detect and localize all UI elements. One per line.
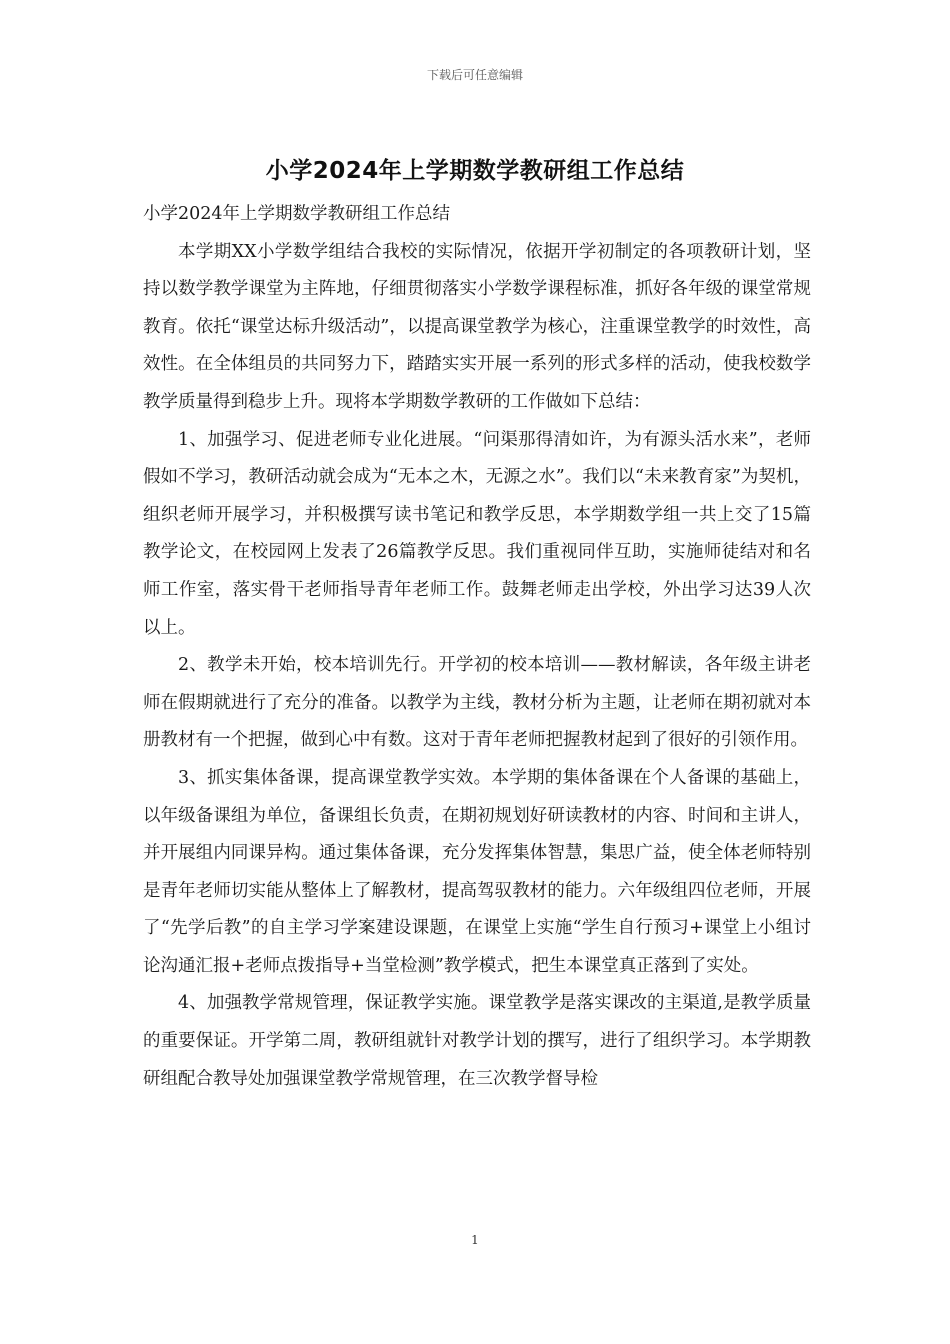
paragraph-item-1: 1、加强学习、促进老师专业化进展。“问渠那得清如许，为有源头活水来”，老师假如不学习，教研活动就会成为“无本之木，无源之水”。我们以“未来教育家”为契机，组织老师开展学习，并积极撰写读书笔记和教学反思，本学期数学组一共上交了15篇教学论文，在校园网上发表了26篇教学反思。我们重视同伴互助，实施师徒结对和名师工作室，落实骨干老师指导青年老师工作。鼓舞老师走出学校，外出学习达39人次以上。: [143, 429, 811, 638]
document-subtitle: 小学2024年上学期数学教研组工作总结: [143, 204, 451, 224]
paragraph-intro: 本学期XX小学数学组结合我校的实际情况，依据开学初制定的各项教研计划，坚持以数学教学课堂为主阵地，仔细贯彻落实小学数学课程标准，抓好各年级的课堂常规教育。依托“课堂达标升级活动”，以提高课堂教学为核心，注重课堂教学的时效性，高效性。在全体组员的共同努力下，踏踏实实开展一系列的形式多样的活动，使我校数学教学质量得到稳步上升。现将本学期数学教研的工作做如下总结：: [143, 241, 811, 412]
document-title: 小学2024年上学期数学教研组工作总结: [265, 158, 685, 184]
paragraph-item-3: 3、抓实集体备课，提高课堂教学实效。本学期的集体备课在个人备课的基础上，以年级备课组为单位，备课组长负责，在期初规划好研读教材的内容、时间和主讲人，并开展组内同课异构。通过集体备课，充分发挥集体智慧，集思广益，使全体老师特别是青年老师切实能从整体上了解教材，提高驾驭教材的能力。六年级组四位老师，开展了“先学后教”的自主学习学案建设课题，在课堂上实施“学生自行预习+课堂上小组讨论沟通汇报+老师点拨指导+当堂检测”教学模式，把生本课堂真正落到了实处。: [143, 767, 811, 976]
page-header-note: 下载后可任意编辑: [426, 68, 523, 82]
paragraph-item-2: 2、教学未开始，校本培训先行。开学初的校本培训——教材解读，各年级主讲老师在假期就进行了充分的准备。以教学为主线，教材分析为主题，让老师在期初就对本册教材有一个把握，做到心中有数。这对于青年老师把握教材起到了很好的引领作用。: [143, 655, 811, 751]
page-number: 1: [471, 1233, 479, 1247]
document-body: [143, 196, 811, 1098]
paragraph-item-4: 4、加强教学常规管理，保证教学实施。课堂教学是落实课改的主渠道,是教学质量的重要保证。开学第二周，教研组就针对教学计划的撰写，进行了组织学习。本学期教研组配合教导处加强课堂教学常规管理，在三次教学督导检: [143, 993, 811, 1089]
